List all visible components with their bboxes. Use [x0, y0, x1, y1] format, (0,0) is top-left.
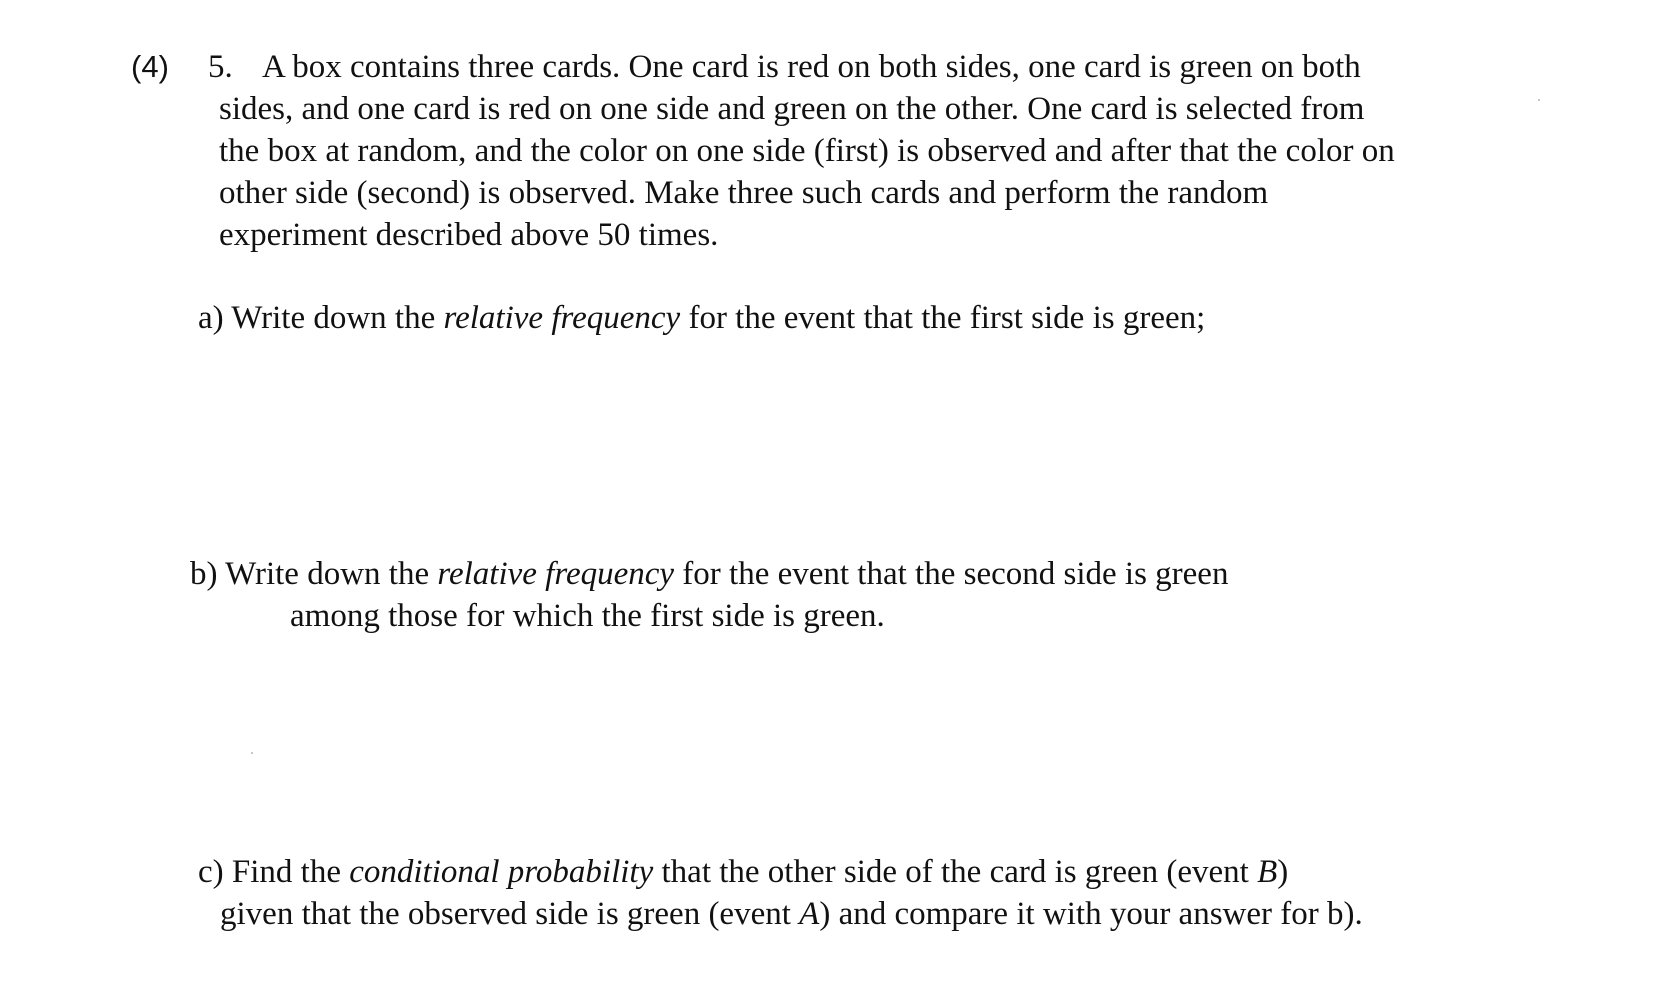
part-c-suffix: that the other side of the card is green (event [653, 854, 1258, 890]
part-b-question-continued: among those for which the first side is green. [290, 598, 885, 634]
problem-line: experiment described above 50 times. [219, 217, 719, 253]
problem-line: sides, and one card is red on one side and green on the other. One card is selected from [219, 91, 1365, 127]
part-b-suffix: for the event that the second side is green [674, 556, 1229, 592]
question-number: 5. [208, 49, 233, 85]
problem-line: other side (second) is observed. Make three such cards and perform the random [219, 175, 1269, 211]
part-c-line2-prefix: given that the observed side is green (event [220, 896, 800, 932]
part-a-question [198, 297, 1205, 339]
part-b-prefix: b) Write down the [190, 556, 438, 592]
part-a-suffix: for the event that the first side is green; [680, 300, 1206, 336]
part-a-term: relative frequency [443, 300, 681, 336]
part-c-term: conditional probability [349, 854, 654, 890]
scan-speck [251, 752, 253, 754]
part-c-question [198, 851, 1288, 893]
part-c-suffix-close: ) [1277, 854, 1289, 890]
problem-line: A box contains three cards. One card is red on both sides, one card is green on both [262, 49, 1361, 85]
part-c-question-continued [220, 893, 1363, 935]
event-b-symbol: B [1257, 854, 1278, 890]
part-b-question [190, 553, 1228, 595]
scan-speck [1538, 99, 1540, 101]
problem-line: the box at random, and the color on one side (first) is observed and after that the color on [219, 133, 1395, 169]
event-a-symbol: A [799, 896, 820, 932]
part-a-prefix: a) Write down the [198, 300, 444, 336]
part-c-prefix: c) Find the [198, 854, 350, 890]
problem-marker: (4) [131, 49, 169, 84]
part-b-term: relative frequency [437, 556, 675, 592]
part-c-line2-suffix: ) and compare it with your answer for b). [819, 896, 1363, 932]
